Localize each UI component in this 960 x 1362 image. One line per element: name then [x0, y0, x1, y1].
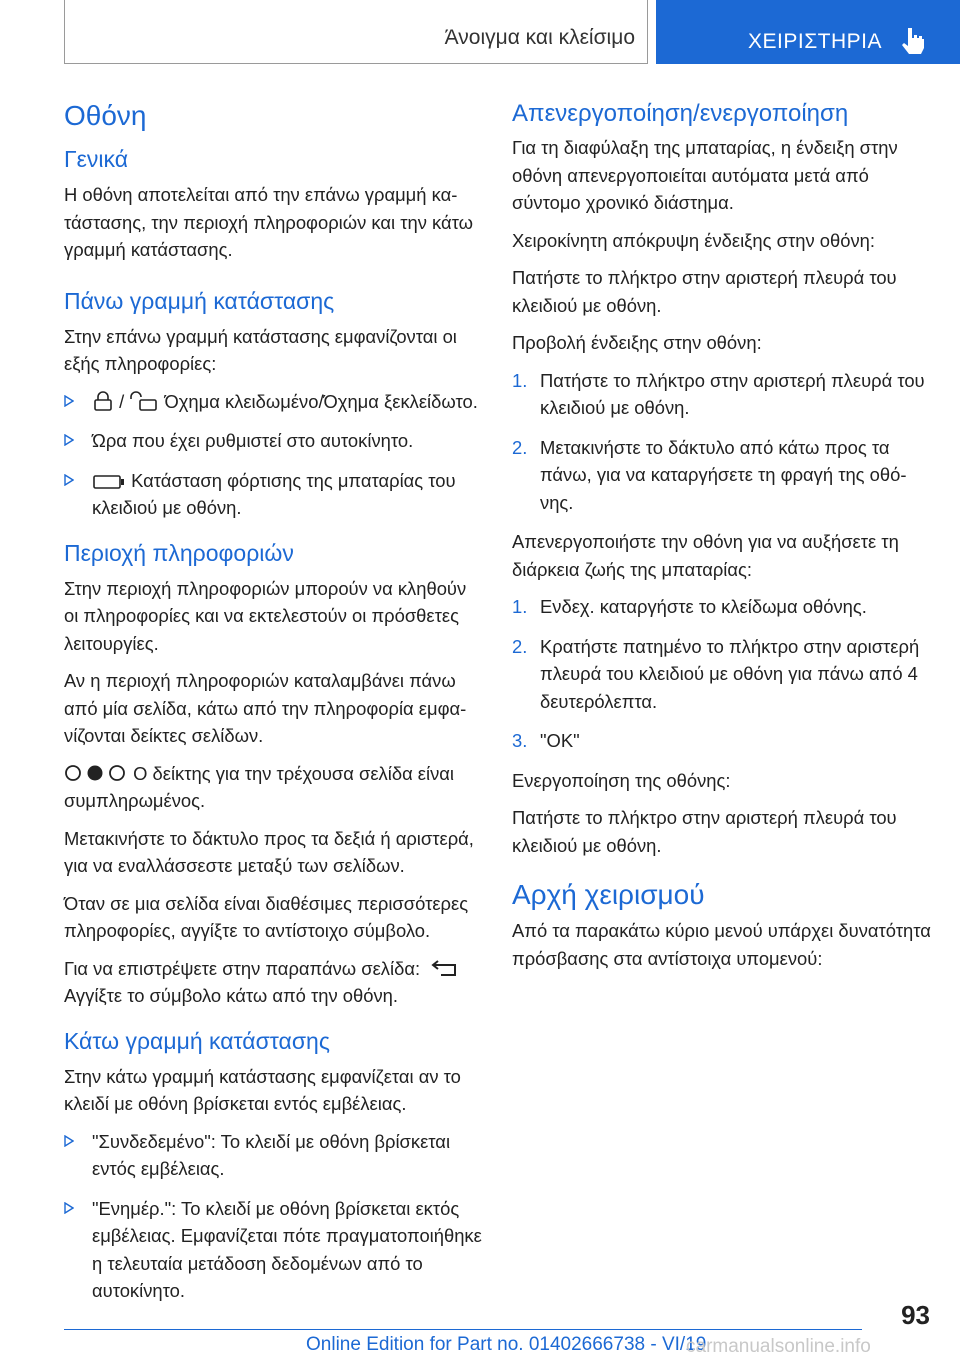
list-item [64, 467, 482, 522]
show-display-steps [512, 367, 932, 517]
info-paragraph-3-text: Ο δείκτης για την τρέχουσα σελίδα είναι συμπληρωμένος. [64, 762, 455, 811]
footer-watermark: carmanualsonline.info [686, 1336, 871, 1357]
info-paragraph-3 [64, 760, 482, 815]
list-item-text: Όχημα κλειδωμένο/Όχημα ξεκλείδωτο. [164, 390, 478, 412]
list-item [512, 434, 932, 517]
page-number: 93 [901, 1300, 930, 1330]
general-paragraph: Η οθόνη αποτελείται από την επάνω γραμμή κατάστασης, την περιοχή πληροφοριών και την κάτω γραμμή κατάστασης. [64, 184, 473, 260]
list-item [64, 388, 482, 416]
step-number: 1. [512, 369, 528, 391]
bottom-status-list [64, 1128, 482, 1305]
step-text: Ενδεχ. καταργήστε το κλείδωμα οθόνης. [540, 596, 867, 617]
list-item [512, 367, 932, 422]
step-text: Μετακινήστε το δάκτυλο από κάτω προς τα πάνω, για να καταργήσετε τη φραγή της οθόνης. [540, 436, 907, 513]
header-chapter-tab [656, 0, 960, 64]
left-column [64, 100, 482, 1317]
switch-off-steps [512, 593, 932, 755]
info-paragraph-4: Μετακινήστε το δάκτυλο προς τα δεξιά ή αριστερά, για να εναλλάσσεστε μεταξύ των σελίδων. [64, 827, 474, 876]
deactivate-paragraph-2: Χειροκίνητη απόκρυψη ένδειξης στην οθόνη: [512, 229, 875, 251]
list-item [64, 1128, 482, 1183]
list-item [64, 1195, 482, 1305]
footer-divider [64, 1329, 862, 1330]
triangle-bullet-icon [64, 395, 74, 407]
hand-pointer-icon [900, 26, 926, 54]
step-number: 2. [512, 635, 528, 657]
header-section-box [64, 0, 648, 64]
section-heading-info-area: Περιοχή πληροφοριών [64, 539, 294, 566]
header-chapter-title: ΧΕΙΡΙΣΤΗΡΙΑ [748, 30, 883, 53]
info-paragraph-2: Αν η περιοχή πληροφοριών καταλαμβάνει πάνω από μία σελίδα, κάτω από την πληροφορία εμφανίζονται δείκτες σελίδων. [64, 670, 467, 746]
info-paragraph-6 [64, 955, 482, 1010]
list-item [512, 633, 932, 716]
page-indicator-icon [64, 763, 128, 783]
info-paragraph-6-text: Για να επιστρέψετε στην παραπάνω σελίδα: [64, 957, 421, 979]
section-heading-general: Γενικά [64, 146, 129, 172]
list-item [512, 727, 932, 755]
list-item-text: "Συνδεδεμένο": Το κλειδί με οθόνη βρίσκεται εντός εμβέλειας. [92, 1130, 451, 1179]
list-item-text: Κατάσταση φόρτισης της μπαταρίας του κλειδιού με οθόνη. [92, 469, 456, 518]
back-arrow-icon [431, 958, 461, 978]
step-number: 1. [512, 596, 528, 617]
activate-paragraph-1: Ενεργοποίηση της οθόνης: [512, 769, 731, 791]
footer-edition: Online Edition for Part no. 01402666738 - VI/19 [306, 1334, 707, 1355]
right-column [512, 100, 932, 982]
section-heading-bottom-status-bar: Κάτω γραμμή κατάστασης [64, 1027, 330, 1054]
info-paragraph-7-text: Αγγίξτε το σύμβολο κάτω από την οθόνη. [64, 985, 399, 1006]
section-heading-top-status-bar: Πάνω γραμμή κατάστασης [64, 287, 335, 314]
triangle-bullet-icon [64, 434, 74, 446]
activate-paragraph-2: Πατήστε το πλήκτρο στην αριστερή πλευρά του κλειδιού με οθόνη. [512, 807, 897, 856]
triangle-bullet-icon [64, 1202, 74, 1214]
step-number: 2. [512, 436, 528, 458]
lock-open-icon [129, 391, 159, 411]
step-number: 3. [512, 730, 528, 751]
top-status-list [64, 388, 482, 522]
list-item [64, 427, 482, 455]
deactivate-paragraph-5: Απενεργοποιήστε την οθόνη για να αυξήσετε τη διάρκεια ζωής της μπαταρίας: [512, 531, 899, 580]
list-item-text: "Ενημέρ.": Το κλειδί με οθόνη βρίσκεται εκτός εμβέλειας. Εμφανίζεται πότε πραγματοποιήθηκε η τελευταία μετάδοση δεδομένων από το αυτοκίνητο. [92, 1197, 482, 1301]
battery-icon [92, 474, 126, 490]
info-paragraph-5: Όταν σε μια σελίδα είναι διαθέσιμες περισσότερες πληροφορίες, αγγίξτε το αντίστοιχο σύμβολο. [64, 892, 469, 941]
list-item-text: Ώρα που έχει ρυθμιστεί στο αυτοκίνητο. [92, 430, 414, 451]
info-paragraph-1: Στην περιοχή πληροφοριών μπορούν να κληθούν οι πληροφορίες και να εκτελεστούν οι πρόσθετες λειτουργίες. [64, 577, 467, 654]
header-section-title: Άνοιγμα και κλείσιμο [444, 26, 635, 49]
step-text: "OK" [540, 730, 580, 751]
page-title: Οθόνη [64, 100, 147, 131]
section-heading-deactivate: Απενεργοποίηση/ενεργοποίηση [512, 100, 849, 127]
basics-paragraph: Από τα παρακάτω κύριο μενού υπάρχει δυνατότητα πρόσβασης στα αντίστοιχα υπομενού: [512, 920, 931, 969]
triangle-bullet-icon [64, 474, 74, 486]
list-item [512, 593, 932, 621]
deactivate-paragraph-3: Πατήστε το πλήκτρο στην αριστερή πλευρά του κλειδιού με οθόνη. [512, 267, 897, 316]
step-text: Κρατήστε πατημένο το πλήκτρο στην αριστερή πλευρά του κλειδιού με οθόνη για πάνω από 4 δευτερόλεπτα. [540, 635, 920, 712]
deactivate-paragraph-1: Για τη διαφύλαξη της μπαταρίας, η ένδειξη στην οθόνη απενεργοποιείται αυτόματα μετά από σύντομο χρονικό διάστημα. [512, 137, 898, 213]
section-heading-basics: Αρχή χειρισμού [512, 879, 705, 910]
deactivate-paragraph-4: Προβολή ένδειξης στην οθόνη: [512, 332, 762, 353]
top-status-paragraph: Στην επάνω γραμμή κατάστασης εμφανίζονται οι εξής πληροφορίες: [64, 325, 457, 374]
lock-separator: / [119, 390, 125, 412]
step-text: Πατήστε το πλήκτρο στην αριστερή πλευρά του κλειδιού με οθόνη. [540, 369, 925, 418]
lock-closed-icon [92, 391, 114, 411]
triangle-bullet-icon [64, 1135, 74, 1147]
bottom-status-paragraph: Στην κάτω γραμμή κατάστασης εμφανίζεται αν το κλειδί με οθόνη βρίσκεται εντός εμβέλειας. [64, 1065, 461, 1114]
